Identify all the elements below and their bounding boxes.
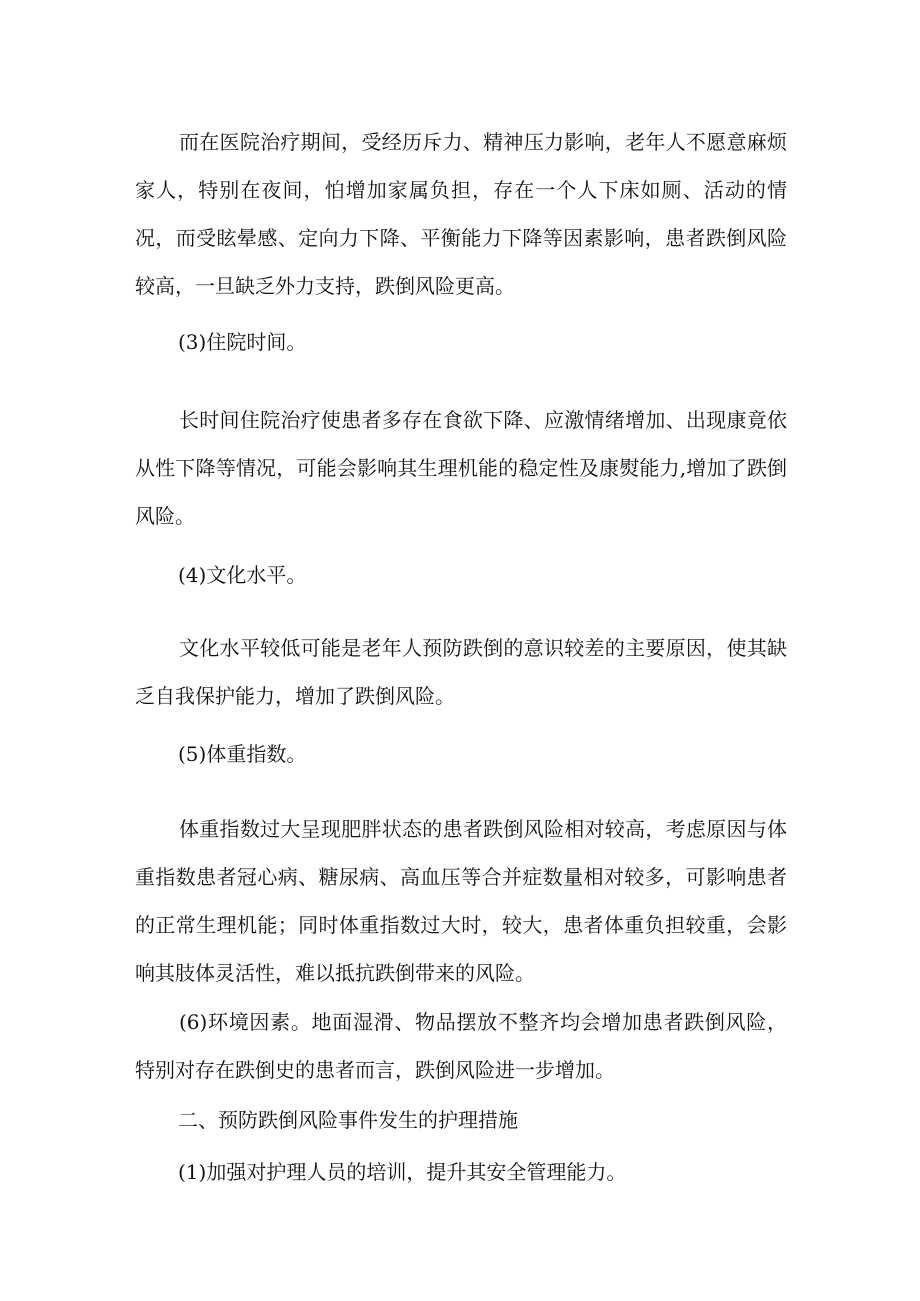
- paragraph-hospital-treatment: 而在医院治疗期间，受经历斥力、精神压力影响，老年人不愿意麻烦家人，特别在夜间，怕增加家属负担，存在一个人下床如厕、活动的情况，而受眩晕感、定向力下降、平衡能力下降等因素影响，患者跌倒风险较高，一旦缺乏外力支持，跌倒风险更高。: [135, 130, 787, 298]
- item-body-mass-index: (5)体重指数。: [178, 742, 307, 766]
- item-hospital-stay-duration: (3)住院时间。: [178, 330, 307, 354]
- paragraph-environment: (6)环境因素。地面湿滑、物品摆放不整齐均会增加患者跌倒风险，特别对存在跌倒史的患者而言，跌倒风险进一步增加。: [135, 1010, 787, 1082]
- item-staff-training: (1)加强对护理人员的培训，提升其安全管理能力。: [178, 1160, 627, 1184]
- item-education-level: (4)文化水平。: [178, 563, 307, 587]
- paragraph-long-hospitalization: 长时间住院治疗使患者多存在食欲下降、应激情绪增加、出现康竟依从性下降等情况，可能会影响其生理机能的稳定性及康熨能力,增加了跌倒风险。: [135, 408, 787, 528]
- paragraph-body-mass-index: 体重指数过大呈现肥胖状态的患者跌倒风险相对较高，考虑原因与体重指数患者冠心病、糖尿病、高血压等合并症数量相对较多，可影响患者的正常生理机能；同时体重指数过大时，较大，患者体重负担较重，会影响其肢体灵活性，难以抵抗跌倒带来的风险。: [135, 817, 787, 985]
- section-heading-prevention: 二、预防跌倒风险事件发生的护理措施: [178, 1108, 518, 1132]
- paragraph-education: 文化水平较低可能是老年人预防跌倒的意识较差的主要原因，使其缺乏自我保护能力，增加了跌倒风险。: [135, 636, 787, 708]
